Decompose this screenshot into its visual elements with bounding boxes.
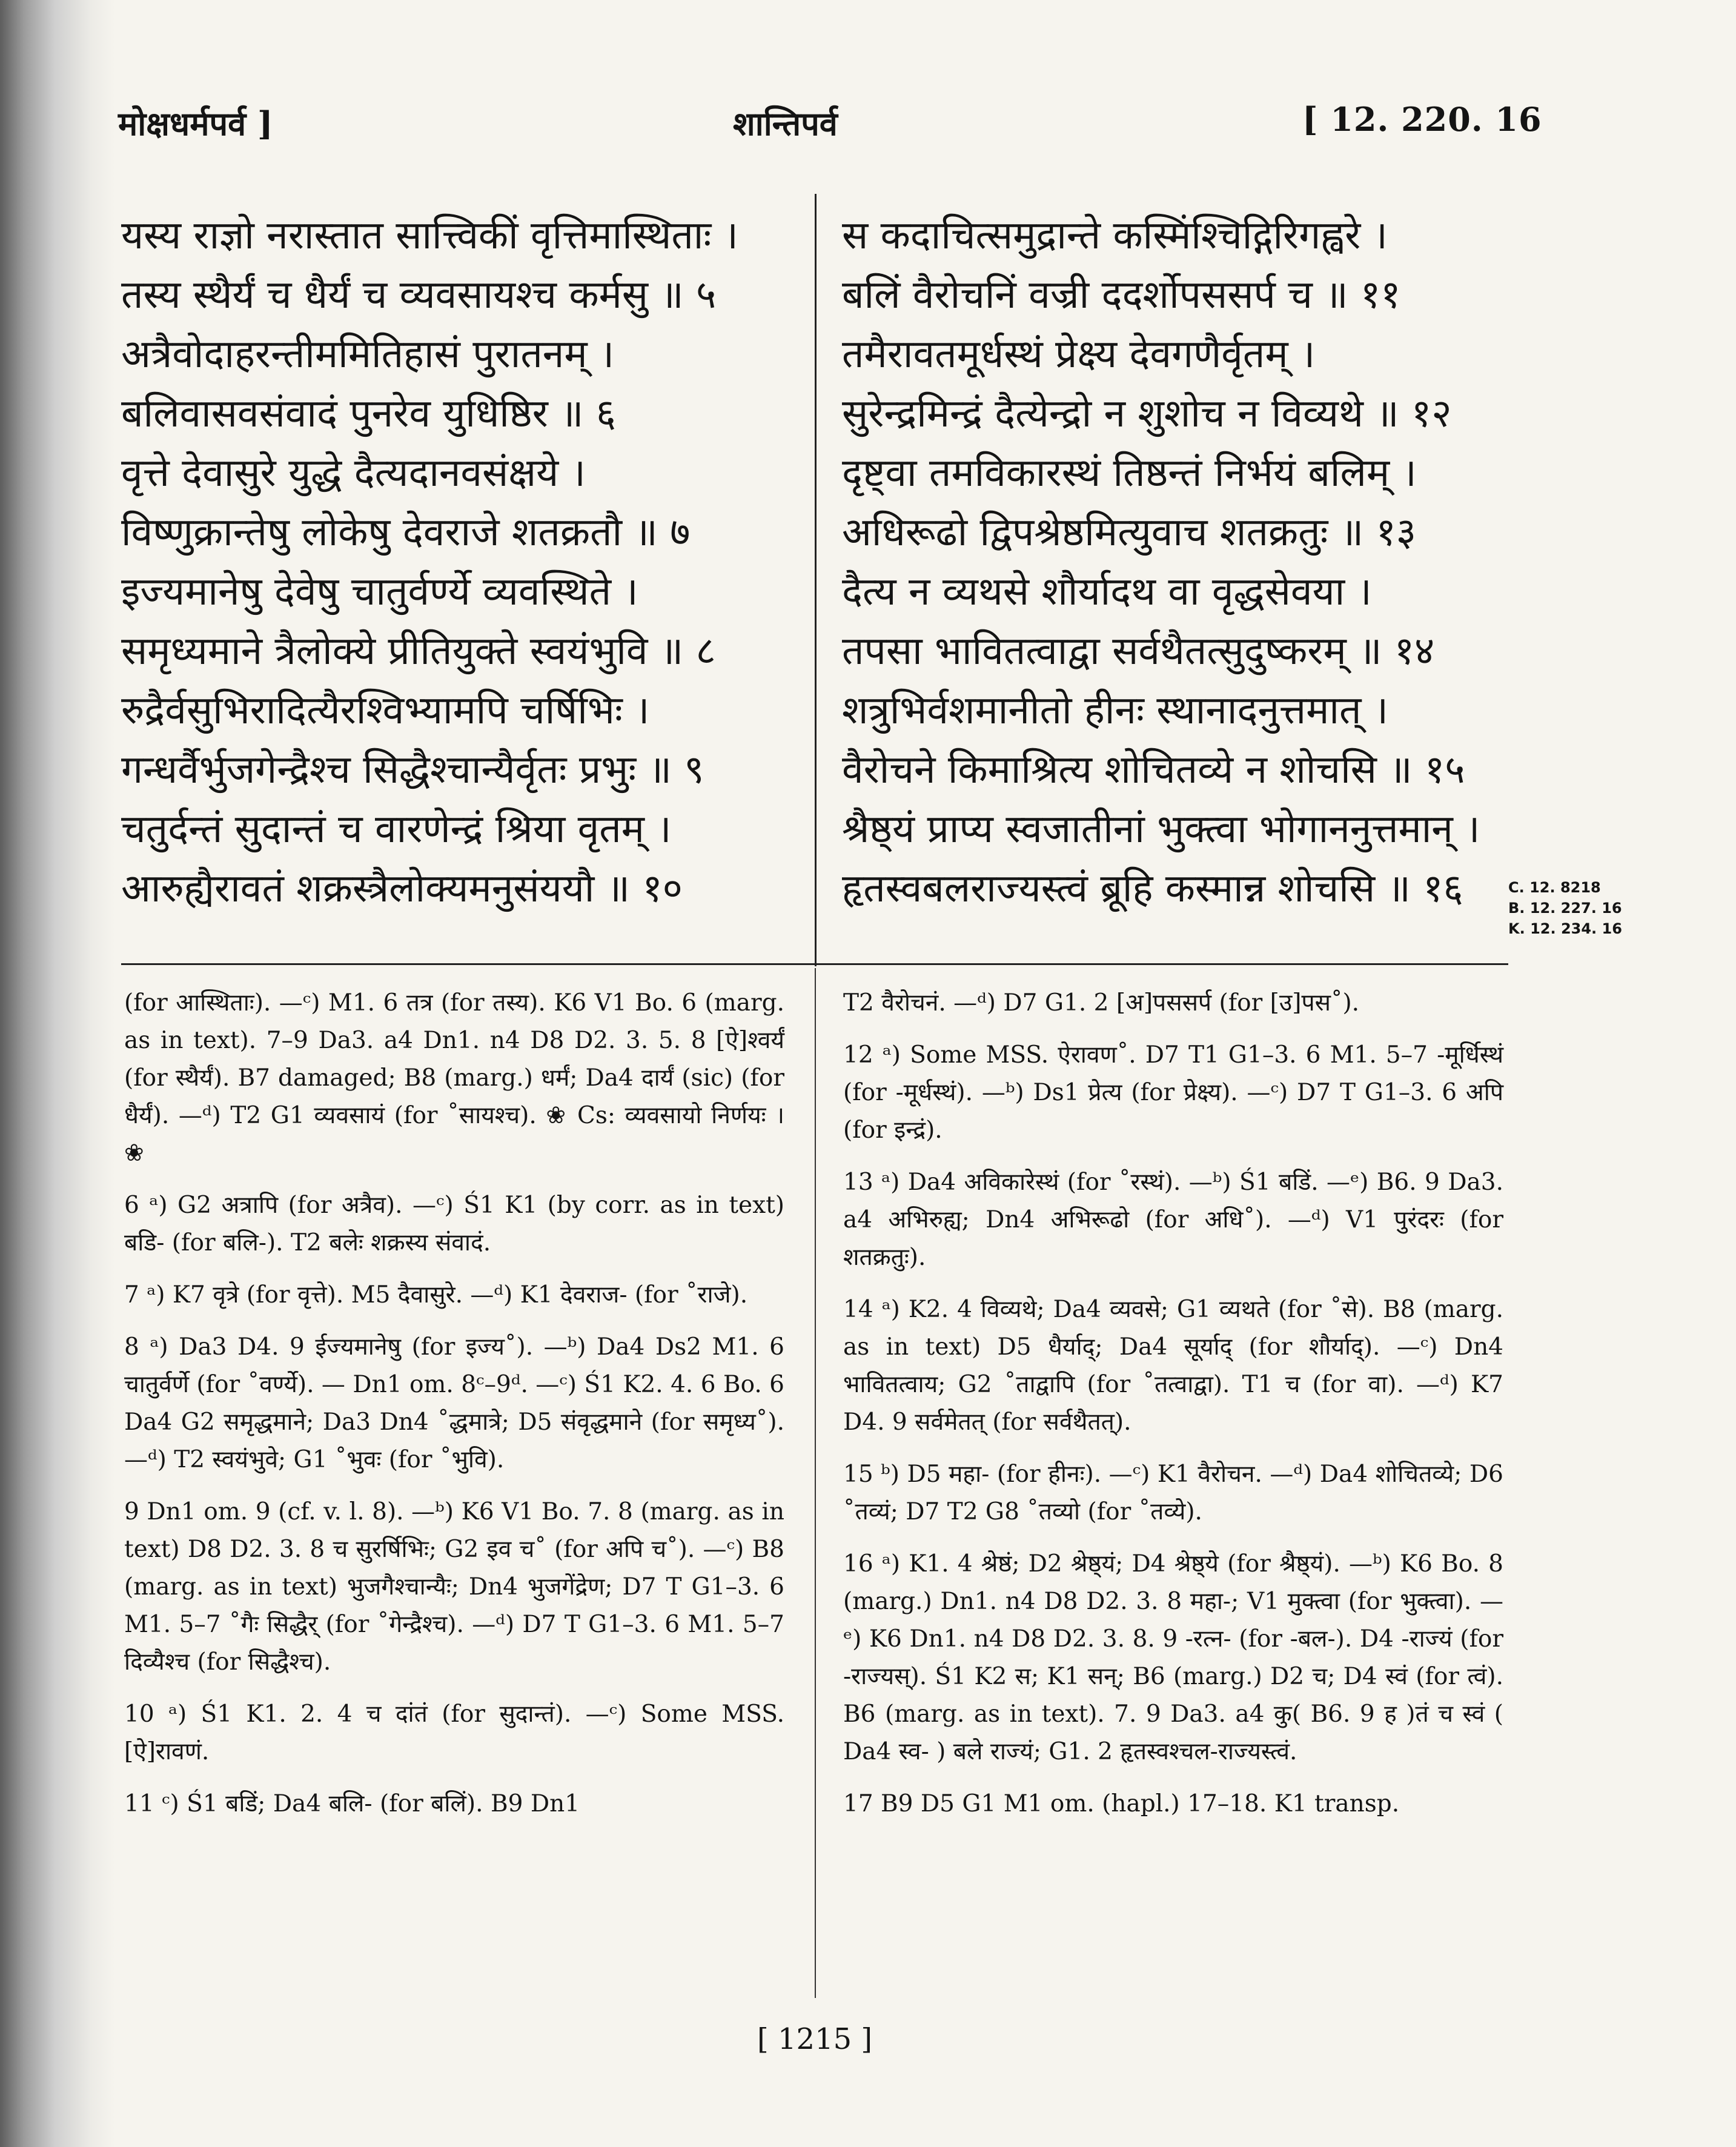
verse-line: दृष्ट्वा तमविकारस्थं तिष्ठन्तं निर्भयं बलिम् । [842,451,1417,496]
verse-line: स कदाचित्समुद्रान्ते कस्मिंश्चिद्गिरिगह्वरे । [842,213,1388,258]
verse-line: अत्रैवोदाहरन्तीममितिहासं पुरातनम् । [121,332,615,377]
verse-line: तपसा भावितत्वाद्वा सर्वथैतत्सुदुष्करम् ॥ १४ [842,629,1435,674]
concordance-bombay: B. 12. 227. 16 [1508,900,1622,917]
verse-line: बलिवासवसंवादं पुनरेव युधिष्ठिर ॥ ६ [121,391,617,436]
verse-line: बलिं वैरोचनिं वज्री ददर्शोपससर्प च ॥ ११ [842,273,1401,317]
running-head-left: मोक्षधर्मपर्व ] [118,104,273,143]
apparatus-note: 13 ᵃ) Da4 अविकारेस्थं (for ˚रस्थं). —ᵇ) Ś1 बडिं. —ᵉ) B6. 9 Da3. a4 अभिरुह्य; Dn4 अभिरूढो (for अधि˚). —ᵈ) V1 पुरंदरः (for शतक्रतुः). [843,1169,1503,1271]
running-head-reference: [ 12. 220. 16 [1302,100,1542,139]
verse-line: गन्धर्वैर्भुजगेन्द्रैश्च सिद्धैश्चान्यैर्वृतः प्रभुः ॥ ९ [121,748,704,792]
running-head-title: शान्तिपर्व [733,104,838,143]
verse-line: रुद्रैर्वसुभिरादित्यैरश्विभ्यामपि चर्षिभिः । [121,688,650,733]
verse-line: वृत्ते देवासुरे युद्धे दैत्यदानवसंक्षये । [121,451,586,496]
verse-line: हृतस्वबलराज्यस्त्वं ब्रूहि कस्मान्न शोचसि ॥ १६ [842,866,1463,911]
apparatus-note: 15 ᵇ) D5 महा- (for हीनः). —ᶜ) K1 वैरोचन. —ᵈ) Da4 शोचितव्ये; D6 ˚तव्यं; D7 T2 G8 ˚तव्यो (for ˚तव्ये). [843,1461,1503,1525]
verse-line: यस्य राज्ञो नरास्तात सात्त्विकीं वृत्तिमास्थिताः । [121,213,738,258]
verse-line: सुरेन्द्रमिन्द्रं दैत्येन्द्रो न शुशोच न विव्यथे ॥ १२ [842,391,1452,436]
page-number: [ 1215 ] [757,2022,873,2056]
verse-line: दैत्य न व्यथसे शौर्यादथ वा वृद्धसेवया । [842,569,1372,614]
verse-column-right [842,206,1480,918]
verse-column-left [121,206,738,918]
critical-apparatus-right [843,984,1503,1837]
verse-line: इज्यमानेषु देवेषु चातुर्वर्ण्ये व्यवस्थिते । [121,569,638,614]
apparatus-note: 6 ᵃ) G2 अत्रापि (for अत्रैव). —ᶜ) Ś1 K1 (by corr. as in text) बडि- (for बलि-). T2 बलेः शक्रस्य संवादं. [124,1192,784,1256]
verse-line: शत्रुभिर्वशमानीतो हीनः स्थानादनुत्तमात् । [842,688,1389,733]
verse-line: वैरोचने किमाश्रित्य शोचितव्ये न शोचसि ॥ १५ [842,748,1465,792]
apparatus-note: 11 ᶜ) Ś1 बडिं; Da4 बलि- (for बलिं). B9 Dn1 [124,1790,580,1817]
verse-line: चतुर्दन्तं सुदान्तं च वारणेन्द्रं श्रिया वृतम् । [121,807,672,852]
apparatus-column-divider [815,968,816,1998]
verse-line: विष्णुक्रान्तेषु लोकेषु देवराजे शतक्रतौ ॥ ७ [121,510,691,555]
apparatus-separator [121,963,1508,965]
critical-apparatus-left [124,984,784,1837]
apparatus-note: 17 B9 D5 G1 M1 om. (hapl.) 17–18. K1 transp. [843,1790,1400,1817]
verse-line: तस्य स्थैर्यं च धैर्यं च व्यवसायश्च कर्मसु ॥ ५ [121,273,717,317]
apparatus-note: 9 Dn1 om. 9 (cf. v. l. 8). —ᵇ) K6 V1 Bo. 7. 8 (marg. as in text) D8 D2. 3. 8 च सुरर्षिभिः; G2 इव च˚ (for अपि च˚). —ᶜ) B8 (marg. as in text) भुजगैश्चान्यैः; Dn4 भुजगेंद्रेण; D7 T G1–3. 6 M1. 5–7 ˚गैः सिद्धैर् (for ˚गेन्द्रैश्च). —ᵈ) D7 T G1–3. 6 M1. 5–7 दिव्यैश्च (for सिद्धैश्च). [124,1498,784,1676]
concordance-references [1508,877,1622,939]
apparatus-note: 14 ᵃ) K2. 4 विव्यथे; Da4 व्यवसे; G1 व्यथते (for ˚से). B8 (marg. as in text) D5 धैर्याद्; Da4 सूर्याद् (for शौर्याद्). —ᶜ) Dn4 भावितत्वाय; G2 ˚ताद्वापि (for ˚तत्वाद्वा). T1 च (for वा). —ᵈ) K7 D4. 9 सर्वमेतत् (for सर्वथैतत्). [843,1296,1503,1436]
apparatus-note: (for आस्थिताः). —ᶜ) M1. 6 तत्र (for तस्य). K6 V1 Bo. 6 (marg. as in text). 7–9 Da3. a4 Dn1. n4 D8 D2. 3. 5. 8 [ऐ]श्वर्यं (for स्थैर्यं). B7 damaged; B8 (marg.) धर्मं; Da4 दार्यं (sic) (for धैर्यं). —ᵈ) T2 G1 व्यवसायं (for ˚सायश्च). ❀ Cs: व्यवसायो निर्णयः । ❀ [124,989,784,1167]
verse-line: अधिरूढो द्विपश्रेष्ठमित्युवाच शतक्रतुः ॥ १३ [842,510,1417,555]
apparatus-note: 10 ᵃ) Ś1 K1. 2. 4 च दांतं (for सुदान्तं). —ᶜ) Some MSS. [ऐ]रावणं. [124,1701,784,1765]
verse-line: आरुह्यैरावतं शक्रस्त्रैलोक्यमनुसंययौ ॥ १० [121,866,683,911]
apparatus-note: 7 ᵃ) K7 वृत्रे (for वृत्ते). M5 दैवासुरे. —ᵈ) K1 देवराज- (for ˚राजे). [124,1281,748,1309]
concordance-calcutta: C. 12. 8218 [1508,879,1601,896]
apparatus-note: 8 ᵃ) Da3 D4. 9 ईज्यमानेषु (for इज्य˚). —ᵇ) Da4 Ds2 M1. 6 चातुर्वर्णे (for ˚वर्ण्ये). — Dn1 om. 8ᶜ–9ᵈ. —ᶜ) Ś1 K2. 4. 6 Bo. 6 Da4 G2 समृद्धमाने; Da3 Dn4 ˚द्धमात्रे; D5 संवृद्धमाने (for समृध्य˚). —ᵈ) T2 स्वयंभुवे; G1 ˚भुवः (for ˚भुवि). [124,1333,784,1473]
verse-line: समृध्यमाने त्रैलोक्ये प्रीतियुक्ते स्वयंभुवि ॥ ८ [121,629,716,674]
verse-line: श्रैष्ठ्यं प्राप्य स्वजातीनां भुक्त्वा भोगाननुत्तमान् । [842,807,1480,852]
apparatus-note: 16 ᵃ) K1. 4 श्रेष्ठं; D2 श्रेष्ठ्यं; D4 श्रेष्ठ्ये (for श्रैष्ठ्यं). —ᵇ) K6 Bo. 8 (marg.) Dn1. n4 D8 D2. 3. 8 महा-; V1 मुक्त्वा (for भुक्त्वा). —ᵉ) K6 Dn1. n4 D8 D2. 3. 8. 9 -रत्न- (for -बल-). D4 -राज्यं (for -राज्यस्). Ś1 K2 स; K1 सन्; B6 (marg.) D2 च; D4 स्वं (for त्वं). B6 (marg. as in text). 7. 9 Da3. a4 कु( B6. 9 ह )तं च स्वं ( Da4 स्व- ) बले राज्यं; G1. 2 हृतस्वश्चल-राज्यस्त्वं. [843,1550,1503,1765]
column-divider [815,194,817,966]
concordance-kumbhakonam: K. 12. 234. 16 [1508,920,1622,937]
verse-line: तमैरावतमूर्धस्थं प्रेक्ष्य देवगणैर्वृतम् । [842,332,1316,377]
apparatus-note: 12 ᵃ) Some MSS. ऐरावण˚. D7 T1 G1–3. 6 M1. 5–7 -मूर्धिस्थं (for -मूर्धस्थं). —ᵇ) Ds1 प्रेत्य (for प्रेक्ष्य). —ᶜ) D7 T G1–3. 6 अपि (for इन्द्रं). [843,1041,1503,1144]
apparatus-note: T2 वैरोचनं. —ᵈ) D7 G1. 2 [अ]पससर्प (for [उ]पस˚). [843,989,1360,1017]
